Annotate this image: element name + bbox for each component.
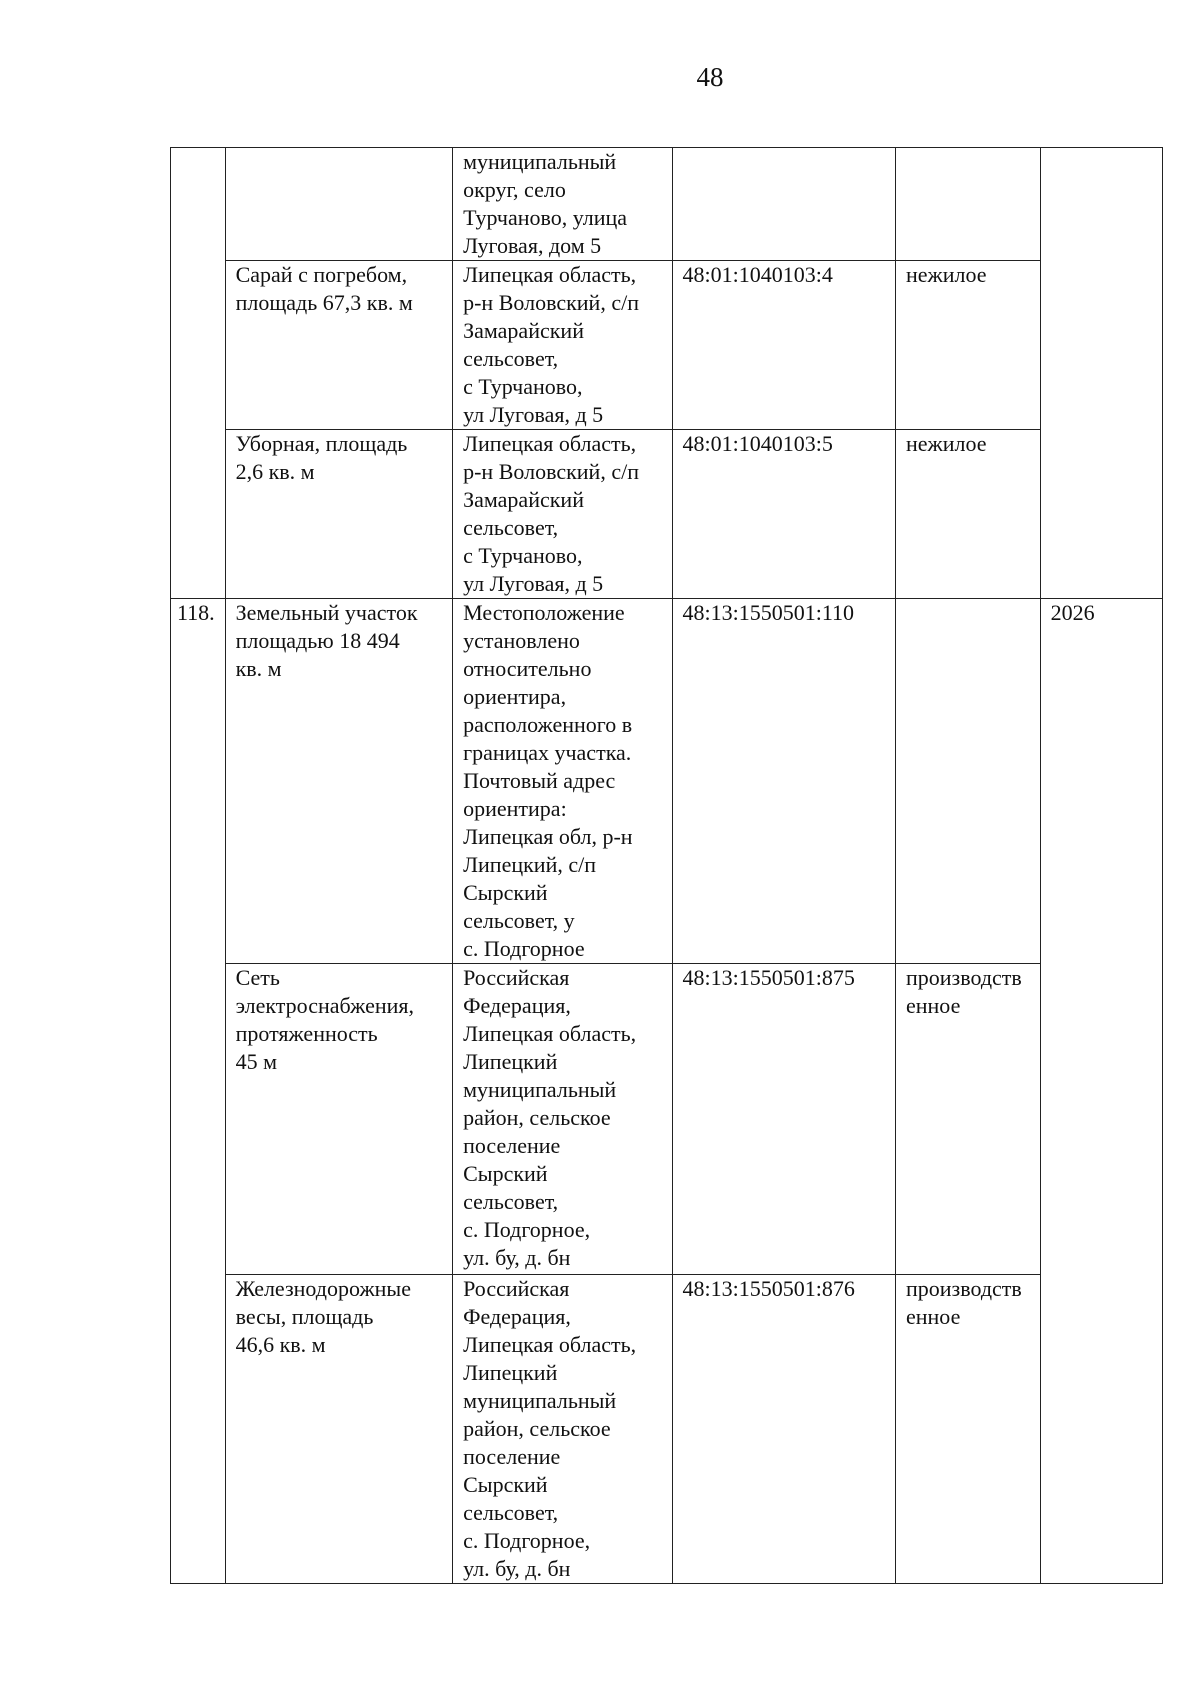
inclusion-year: 2026 bbox=[1050, 600, 1095, 625]
object-purpose: производств енное bbox=[906, 965, 1022, 1018]
cadastral-number: 48:13:1550501:875 bbox=[682, 965, 855, 990]
object-purpose: производств енное bbox=[906, 1276, 1022, 1329]
object-address: Липецкая область, р-н Воловский, с/п Замарайский сельсовет, с Турчаново, ул Луговая, д 5 bbox=[463, 431, 639, 596]
address-cell bbox=[453, 430, 672, 599]
cadastral-cell bbox=[672, 430, 895, 599]
purpose-cell bbox=[896, 964, 1041, 1275]
object-address: Российская Федерация, Липецкая область, Липецкий муниципальный район, сельское поселение Сырский сельсовет, с. Подгорное, ул. бу, д. бн bbox=[463, 1276, 637, 1581]
table-row bbox=[171, 599, 1163, 964]
cadastral-cell bbox=[672, 261, 895, 430]
cadastral-number: 48:13:1550501:876 bbox=[682, 1276, 855, 1301]
address-cell bbox=[453, 964, 672, 1275]
object-name: Сеть электроснабжения, протяженность 45 м bbox=[235, 965, 414, 1074]
page-number: 48 bbox=[696, 62, 724, 92]
object-address: Российская Федерация, Липецкая область, Липецкий муниципальный район, сельское поселение Сырский сельсовет, с. Подгорное, ул. бу, д. бн bbox=[463, 965, 637, 1270]
purpose-cell bbox=[896, 1275, 1041, 1584]
table-row bbox=[171, 430, 1163, 599]
property-table bbox=[170, 147, 1163, 1584]
purpose-cell bbox=[896, 599, 1041, 964]
table-row bbox=[171, 261, 1163, 430]
address-cell bbox=[453, 599, 672, 964]
address-cell bbox=[453, 148, 672, 261]
object-purpose: нежилое bbox=[906, 262, 987, 287]
cadastral-number: 48:01:1040103:5 bbox=[682, 431, 833, 456]
row-number-cell bbox=[171, 148, 226, 599]
object-name-cell bbox=[225, 261, 453, 430]
address-cell bbox=[453, 261, 672, 430]
address-cell bbox=[453, 1275, 672, 1584]
table-row bbox=[171, 964, 1163, 1275]
table-row bbox=[171, 1275, 1163, 1584]
cadastral-cell bbox=[672, 964, 895, 1275]
object-name: Уборная, площадь 2,6 кв. м bbox=[235, 431, 408, 484]
cadastral-cell bbox=[672, 599, 895, 964]
purpose-cell bbox=[896, 261, 1041, 430]
cadastral-cell bbox=[672, 1275, 895, 1584]
cadastral-cell bbox=[672, 148, 895, 261]
year-cell bbox=[1040, 148, 1162, 599]
object-name-cell bbox=[225, 964, 453, 1275]
object-name-cell bbox=[225, 599, 453, 964]
object-name: Сарай с погребом, площадь 67,3 кв. м bbox=[235, 262, 413, 315]
object-address: Местоположение установлено относительно ориентира, расположенного в границах участка. Почтовый адрес ориентира: Липецкая обл, р-н Липецкий, с/п Сырский сельсовет, у с. Подгорное bbox=[463, 600, 633, 961]
cadastral-number: 48:01:1040103:4 bbox=[682, 262, 833, 287]
cadastral-number: 48:13:1550501:110 bbox=[682, 600, 855, 625]
purpose-cell bbox=[896, 148, 1041, 261]
object-address: Липецкая область, р-н Воловский, с/п Замарайский сельсовет, с Турчаново, ул Луговая, д 5 bbox=[463, 262, 639, 427]
object-address: муниципальный округ, село Турчаново, улица Луговая, дом 5 bbox=[463, 149, 628, 258]
table-row bbox=[171, 148, 1163, 261]
year-cell bbox=[1040, 599, 1162, 1584]
purpose-cell bbox=[896, 430, 1041, 599]
object-purpose: нежилое bbox=[906, 431, 987, 456]
object-name-cell bbox=[225, 1275, 453, 1584]
row-number-cell bbox=[171, 599, 226, 1584]
object-name-cell bbox=[225, 430, 453, 599]
row-number: 118. bbox=[177, 600, 215, 625]
object-name-cell bbox=[225, 148, 453, 261]
object-name: Земельный участок площадью 18 494 кв. м bbox=[235, 600, 418, 681]
object-name: Железнодорожные весы, площадь 46,6 кв. м bbox=[235, 1276, 411, 1357]
